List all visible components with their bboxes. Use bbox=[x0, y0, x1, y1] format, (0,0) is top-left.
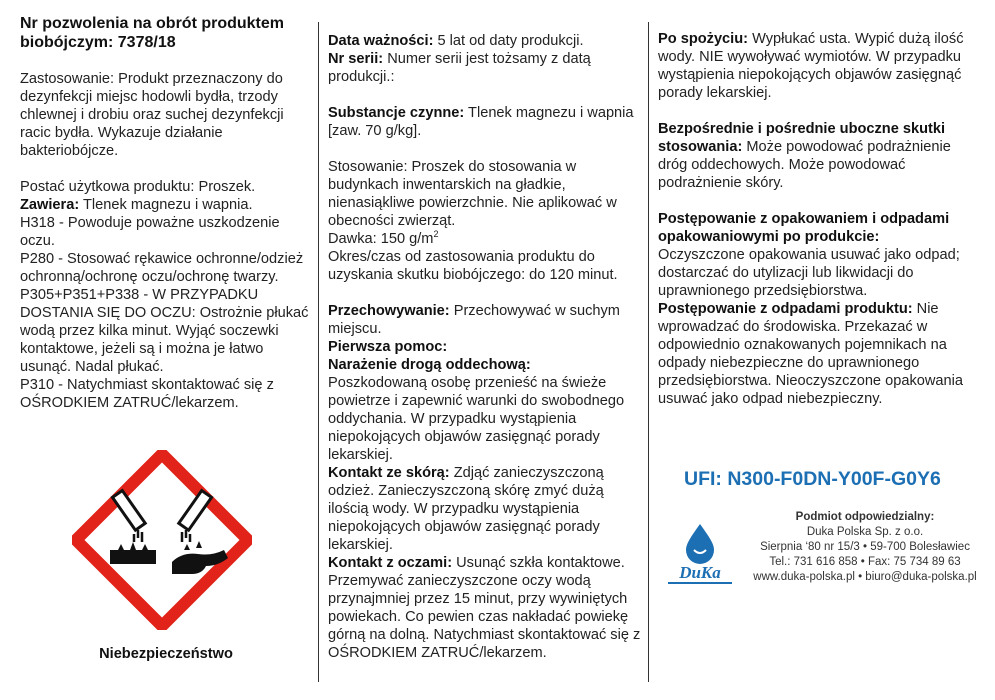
eye-contact-label: Kontakt z oczami: bbox=[328, 555, 453, 571]
p280-statement: P280 - Stosować rękawice ochronne/odzież ochronną/ochronę oczu/ochronę twarzy. bbox=[20, 251, 304, 285]
inhalation-label: Narażenie drogą oddechową: bbox=[328, 357, 531, 373]
responsible-header: Podmiot odpowiedzialny: bbox=[795, 511, 935, 523]
permit-title: Nr pozwolenia na obrót produktem biobójczym: 7378/18 bbox=[20, 15, 285, 51]
usage-text: Zastosowanie: Produkt przeznaczony do dezynfekcji miejsc hodowli bydła, trzody chlewnej i drobiu oraz suchej dezynfekcji racic bydła. Wykazuje działanie bakteriobójcze. bbox=[20, 71, 284, 159]
application-text: Stosowanie: Proszek do stosowania w budynkach inwentarskich na gładkie, nienasiąkliwe powierzchnie. Nie aplikować w obecności zwierząt. bbox=[328, 159, 617, 229]
active-substance-text bbox=[328, 104, 641, 140]
skin-contact-label: Kontakt ze skórą: bbox=[328, 465, 450, 481]
contains-label: Zawiera: bbox=[20, 197, 80, 213]
column-divider-2 bbox=[648, 22, 649, 682]
batch-value: Numer serii jest tożsamy z datą produkcji.: bbox=[328, 51, 591, 85]
packaging-heading bbox=[658, 210, 974, 246]
duka-logo-icon bbox=[660, 520, 740, 590]
ghs05-corrosion-icon bbox=[72, 450, 252, 630]
p310-statement: P310 - Natychmiast skontaktować się z OŚRODKIEM ZATRUĆ/lekarzem. bbox=[20, 377, 274, 411]
skin-contact-value: Zdjąć zanieczyszczoną odzież. Zanieczyszczoną skórę zmyć dużą ilością wody. W przypadku wystąpienia niepokojących objawów zasięgnąć porady lekarskiej. bbox=[328, 465, 604, 553]
eye-contact-text bbox=[328, 554, 641, 662]
first-aid-label: Pierwsza pomoc: bbox=[328, 339, 448, 355]
batch-label: Nr serii: bbox=[328, 51, 384, 67]
waste-label: Postępowanie z odpadami produktu: bbox=[658, 301, 913, 317]
eye-contact-value: Usunąć szkła kontaktowe. Przemywać zanieczyszczone oczy wodą przynajmniej przez 15 minut, przy wywiniętych powiekach. Co pewien czas nakładać powiekę górną na dolną. Natychmiast skontaktować się z OŚRODKIEM ZATRUĆ/lekarzem. bbox=[328, 555, 641, 661]
expiry-value: 5 lat od daty produkcji. bbox=[433, 33, 584, 49]
storage-text bbox=[328, 302, 641, 338]
ingestion-value: Wypłukać usta. Wypić dużą ilość wody. NIE wywoływać wymiotów. W przypadku wystąpienia niepokojących objawów zasięgnąć porady lekarskiej. bbox=[658, 31, 964, 101]
logo-text: DuKa bbox=[679, 563, 721, 582]
ingestion-label: Po spożyciu: bbox=[658, 31, 749, 47]
inhalation-text: Poszkodowaną osobę przenieść na świeże powietrze i zapewnić warunki do swobodnego oddychania. W przypadku wystąpienia niepokojących objawów zasięgnąć porady lekarskiej. bbox=[328, 375, 625, 463]
responsible-company: Duka Polska Sp. z o.o. bbox=[806, 526, 924, 538]
active-substance-label: Substancje czynne: bbox=[328, 105, 465, 121]
contains-text bbox=[20, 196, 312, 214]
skin-contact-text bbox=[328, 464, 641, 554]
dose-value: Dawka: 150 g/m bbox=[328, 231, 434, 247]
side-effects-value: Może powodować podrażnienie dróg oddechowych. Może powodować podrażnienie skóry. bbox=[658, 139, 951, 191]
ingestion-text bbox=[658, 30, 974, 102]
dose-unit-sup: 2 bbox=[433, 229, 439, 240]
expiry-label: Data ważności: bbox=[328, 33, 434, 49]
inhalation-heading bbox=[328, 356, 641, 374]
contact-time-text: Okres/czas od zastosowania produktu do uzyskania skutku biobójczego: do 120 minut. bbox=[328, 249, 618, 283]
responsible-address: Sierpnia ‘80 nr 15/3 • 59-700 Bolesławiec bbox=[760, 541, 970, 553]
storage-value: Przechowywać w suchym miejscu. bbox=[328, 303, 620, 337]
contains-value: Tlenek magnezu i wapnia. bbox=[79, 197, 253, 213]
column-divider-1 bbox=[318, 22, 319, 682]
side-effects-text bbox=[658, 120, 974, 192]
p305-statement: P305+P351+P338 - W PRZYPADKU DOSTANIA SIĘ DO OCZU: Ostrożnie płukać wodą przez kilka minut. Wyjąć soczewki kontaktowe, jeżeli są i można je łatwo usunąć. Nadal płukać. bbox=[20, 287, 309, 375]
waste-value: Nie wprowadzać do środowiska. Przekazać w odpowiednio oznakowanych pojemnikach na odpady niebezpieczne do uprawnionego przedsiębiorstwa. Nieoczyszczone opakowania usuwać jako odpad niebezpieczny. bbox=[658, 301, 964, 407]
column-right bbox=[658, 30, 974, 408]
column-left bbox=[20, 14, 312, 412]
packaging-label: Postępowanie z opakowaniem i odpadami opakowaniowymi po produkcie: bbox=[658, 211, 950, 245]
storage-label: Przechowywanie: bbox=[328, 303, 450, 319]
waste-text bbox=[658, 300, 974, 408]
active-substance-value: Tlenek magnezu i wapnia [zaw. 70 g/kg]. bbox=[328, 105, 634, 139]
ufi-code: UFI: N300-F0DN-Y00F-G0Y6 bbox=[684, 468, 941, 490]
signal-word: Niebezpieczeństwo bbox=[99, 646, 233, 662]
packaging-text: Oczyszczone opakowania usuwać jako odpad; dostarczać do utylizacji lub likwidacji do uprawnionego przedsiębiorstwa. bbox=[658, 247, 960, 299]
h318-statement: H318 - Powoduje poważne uszkodzenie oczu. bbox=[20, 215, 280, 249]
side-effects-label: Bezpośrednie i pośrednie uboczne skutki stosowania: bbox=[658, 121, 946, 155]
batch-text bbox=[328, 50, 641, 86]
column-middle bbox=[328, 32, 641, 662]
first-aid-heading bbox=[328, 338, 641, 356]
responsible-entity bbox=[742, 510, 988, 585]
responsible-web: www.duka-polska.pl • biuro@duka-polska.pl bbox=[753, 571, 977, 583]
responsible-phone: Tel.: 731 616 858 • Fax: 75 734 89 63 bbox=[769, 556, 961, 568]
expiry-text bbox=[328, 32, 641, 50]
form-text: Postać użytkowa produktu: Proszek. bbox=[20, 179, 256, 195]
dose-text bbox=[328, 230, 641, 248]
